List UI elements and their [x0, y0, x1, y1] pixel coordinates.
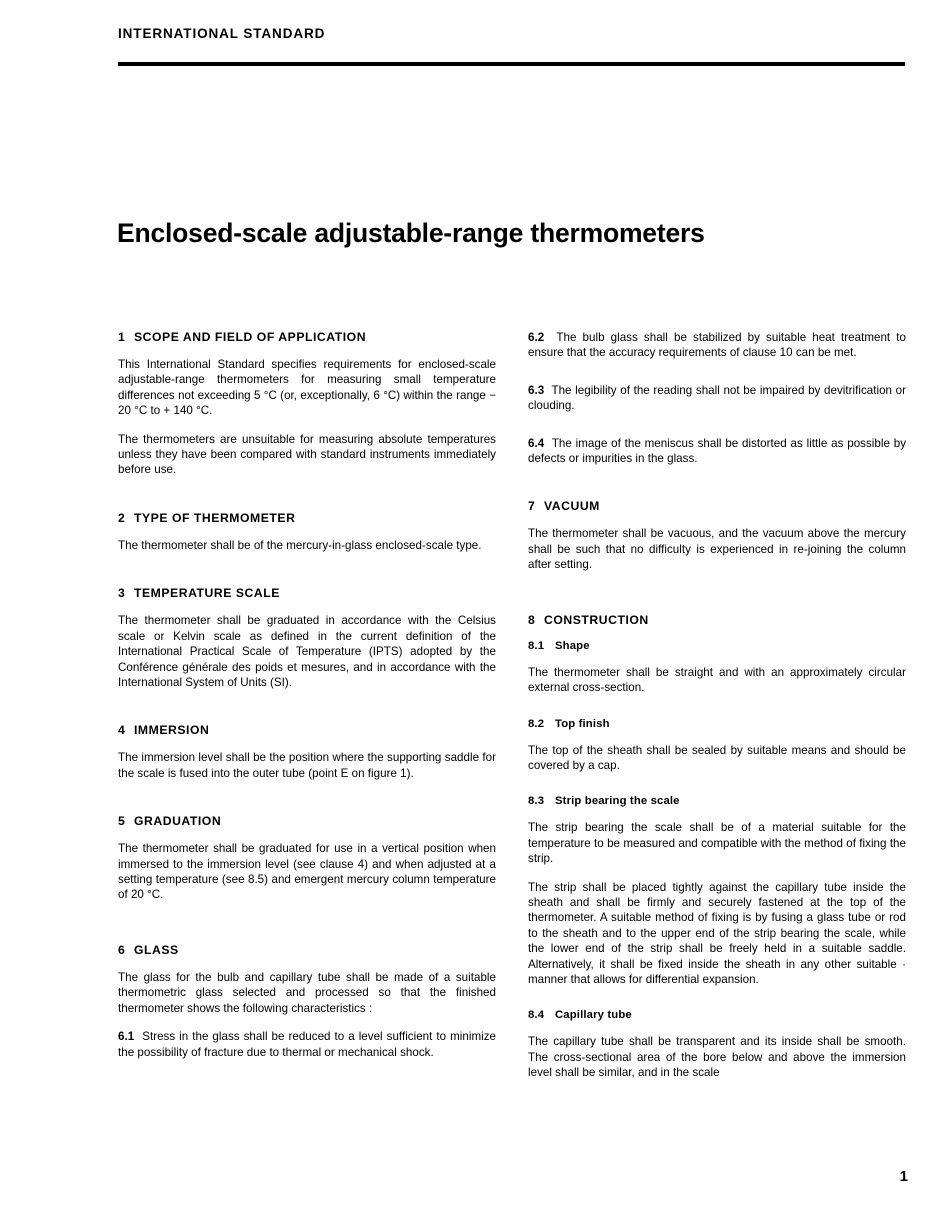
clause-5-heading — [118, 814, 496, 828]
subclause-8-3-heading — [528, 795, 906, 808]
section-spacer — [118, 566, 496, 586]
subclause-6-2-text: The bulb glass shall be stabilized by suitable heat treatment to ensure that the accuracy requirements of clause 10 can be met. — [528, 331, 906, 360]
clause-2-heading — [118, 511, 496, 525]
clause-1-paragraph-2: The thermometers are unsuitable for measuring absolute temperatures unless they have been compared with standard instruments immediately before use. — [118, 432, 496, 477]
right-column — [528, 330, 906, 1081]
clause-1-heading — [118, 330, 496, 344]
clause-4-heading — [118, 723, 496, 737]
clause-8-number: 8 — [528, 612, 536, 627]
subclause-8-3-paragraph-2: The strip shall be placed tightly against the capillary tube inside the sheath and shall be firmly and securely fastened at the top of the thermometer. A suitable method of fixing is by fusing a glass tube or rod to the sheath and to the upper end of the strip bearing the scale, while the lower end of the strip shall be freely held in a suitable saddle. Alternatively, it shall be fixed inside the sheath in any other suitable · manner that allows for differential expansion. — [528, 880, 906, 986]
clause-3-heading — [118, 586, 496, 600]
paragraph-spacer — [528, 709, 906, 718]
clause-6-number: 6 — [118, 942, 126, 957]
subclause-6-4-text: The image of the meniscus shall be distorted as little as possible by defects or impurities in the glass. — [528, 436, 907, 466]
clause-4-number: 4 — [118, 723, 126, 738]
subclause-8-4-paragraph: The capillary tube shall be transparent and its inside shall be smooth. The cross-sectional area of the bore below and above the immersion level shall be similar, and in the scale — [528, 1035, 906, 1080]
clause-1-title: SCOPE AND FIELD OF APPLICATION — [134, 330, 367, 344]
subclause-6-3-paragraph — [528, 383, 906, 414]
page-title: Enclosed-scale adjustable-range thermometers — [117, 217, 705, 248]
clause-6-paragraph-1: The glass for the bulb and capillary tube shall be made of a suitable thermometric glass selected and processed so that the finished thermometer shows the following characteristics : — [118, 970, 496, 1015]
clause-7-number: 7 — [528, 499, 536, 514]
clause-5-paragraph-1: The thermometer shall be graduated for use in a vertical position when immersed to the immersion level (see clause 4) and when adjusted at a setting temperature (see 8.5) and emergent mercury column temperature of 20 °C. — [118, 842, 496, 902]
subclause-6-2-number: 6.2 — [528, 331, 545, 344]
subclause-8-1-paragraph: The thermometer shall be straight and with an approximately circular external cross-section. — [528, 665, 906, 695]
paragraph-spacer — [528, 374, 906, 383]
section-spacer — [528, 479, 906, 499]
subclause-8-2-title: Top finish — [555, 717, 610, 730]
section-spacer — [118, 491, 496, 511]
clause-2-number: 2 — [118, 510, 126, 525]
clause-2-paragraph-1: The thermometer shall be of the mercury-in-glass enclosed-scale type. — [118, 538, 482, 552]
subclause-6-1-paragraph — [118, 1029, 496, 1060]
paragraph-spacer — [528, 427, 906, 436]
subclause-6-2-paragraph — [528, 330, 906, 361]
paragraph-spacer — [528, 786, 906, 795]
clause-7-paragraph-1: The thermometer shall be vacuous, and the vacuum above the mercury shall be such that no difficulty is experienced in re-joining the column after setting. — [528, 527, 906, 572]
clause-3-title: TEMPERATURE SCALE — [134, 586, 280, 601]
subclause-8-4-number: 8.4 — [528, 1009, 545, 1022]
clause-3-number: 3 — [118, 586, 126, 601]
subclause-8-3-paragraph-1: The strip bearing the scale shall be of a material suitable for the temperature to be measured and compatible with the method of fixing the strip. — [528, 821, 906, 866]
section-spacer — [118, 703, 496, 723]
clause-1-paragraph-1: This International Standard specifies requirements for enclosed-scale adjustable-range thermometers for measuring small temperature differences not exceeding 5 °C (or, exceptionally, 6 °C) within the range − 20 °C to + 140 °C. — [118, 358, 496, 418]
paragraph-spacer — [528, 1000, 906, 1009]
subclause-6-4-number: 6.4 — [528, 436, 545, 450]
running-header: INTERNATIONAL STANDARD — [118, 26, 326, 41]
clause-4-paragraph-1: The immersion level shall be the position where the supporting saddle for the scale is fused into the outer tube (point E on figure 1). — [118, 751, 496, 780]
subclause-8-1-title: Shape — [555, 639, 590, 652]
subclause-6-4-paragraph — [528, 436, 906, 467]
clause-5-number: 5 — [118, 814, 126, 829]
clause-4-title: IMMERSION — [134, 723, 210, 738]
subclause-8-1-number: 8.1 — [528, 639, 545, 652]
clause-8-heading — [528, 613, 906, 627]
section-spacer — [118, 916, 496, 943]
clause-2-title: TYPE OF THERMOMETER — [134, 510, 296, 525]
page-number: 1 — [899, 1168, 908, 1185]
section-spacer — [118, 794, 496, 814]
subclause-8-2-paragraph: The top of the sheath shall be sealed by suitable means and should be covered by a cap. — [528, 743, 906, 772]
clause-6-heading — [118, 943, 496, 957]
subclause-8-2-number: 8.2 — [528, 717, 545, 730]
header-rule — [118, 62, 905, 66]
clause-6-title: GLASS — [134, 942, 179, 957]
clause-5-title: GRADUATION — [134, 814, 222, 829]
subclause-6-1-text: Stress in the glass shall be reduced to a level sufficient to minimize the possibility of fracture due to thermal or mechanical shock. — [118, 1030, 496, 1059]
subclause-8-1-heading — [528, 640, 906, 653]
clause-3-paragraph-1: The thermometer shall be graduated in accordance with the Celsius scale or Kelvin scale as defined in the current definition of the International Practical Scale of Temperature (IPTS) adopted by the Conférence générale des poids et mesures, and in accordance with the International System of Units (SI). — [118, 614, 496, 689]
subclause-6-3-number: 6.3 — [528, 383, 545, 397]
clause-7-title: VACUUM — [544, 499, 600, 514]
subclause-8-2-heading — [528, 718, 906, 731]
left-column — [118, 330, 496, 1060]
subclause-6-1-number: 6.1 — [118, 1030, 135, 1044]
section-spacer — [528, 586, 906, 613]
subclause-8-4-heading — [528, 1009, 906, 1022]
clause-1-number: 1 — [118, 330, 126, 344]
subclause-8-3-number: 8.3 — [528, 795, 545, 808]
subclause-8-3-title: Strip bearing the scale — [555, 795, 680, 808]
subclause-8-4-title: Capillary tube — [555, 1009, 632, 1022]
clause-7-heading — [528, 499, 906, 513]
subclause-6-3-text: The legibility of the reading shall not be impaired by devitrification or clouding. — [528, 383, 907, 413]
clause-8-title: CONSTRUCTION — [544, 612, 649, 627]
